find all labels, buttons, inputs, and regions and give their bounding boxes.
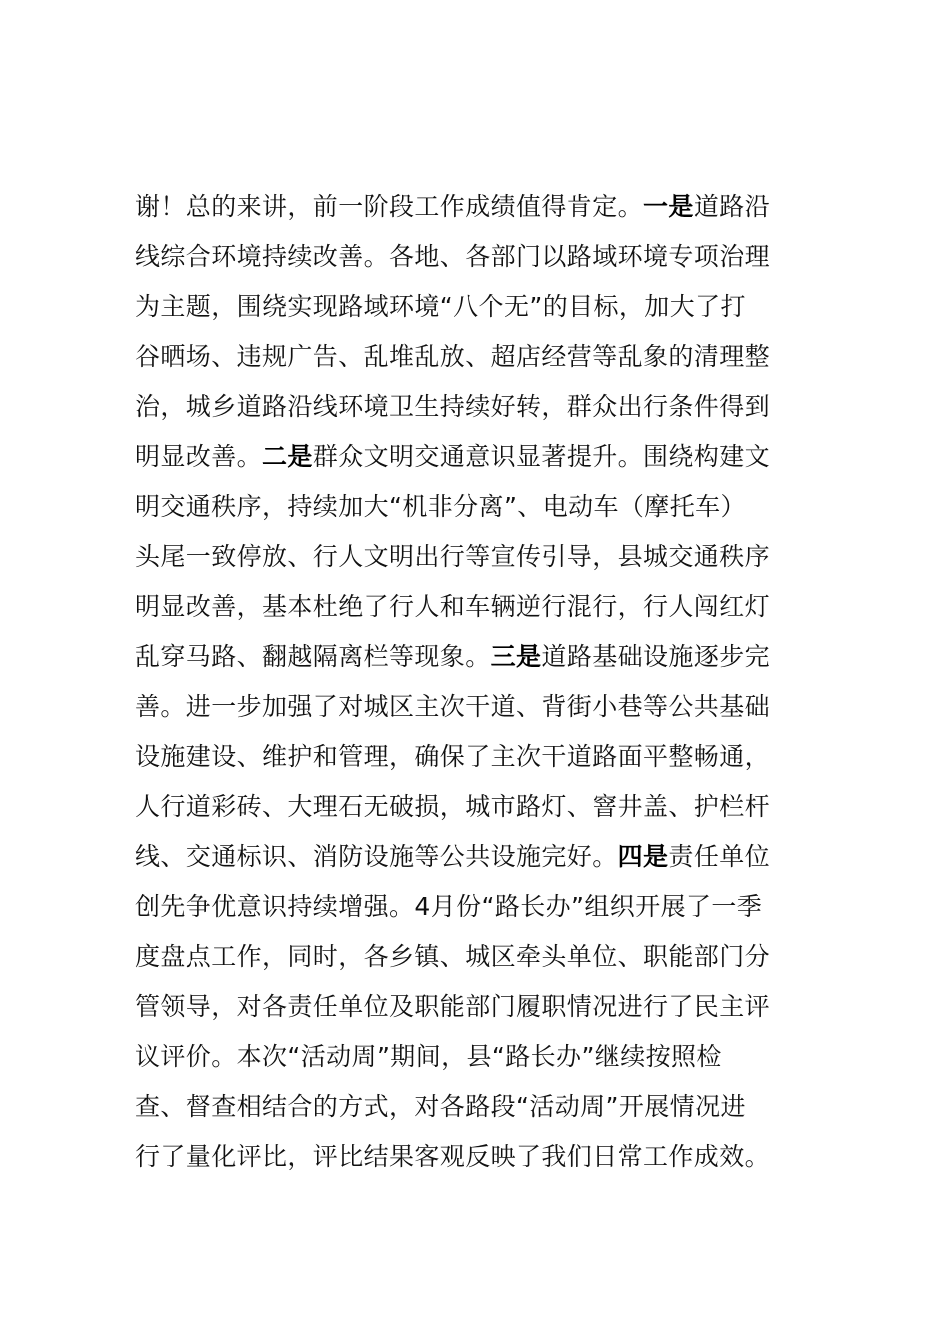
text-segment: 创先争优意识持续增强。4月份“路长办”组织开展了一季 [135, 892, 763, 921]
text-line [135, 982, 855, 1032]
text-segment: 为主题，围绕实现路域环境“八个无”的目标，加大了打 [135, 292, 746, 321]
text-segment: 明显改善，基本杜绝了行人和车辆逆行混行，行人闯红灯 [135, 592, 771, 621]
text-segment: 线、交通标识、消防设施等公共设施完好。 [135, 842, 618, 871]
text-line [135, 1082, 855, 1132]
text-line [135, 832, 855, 882]
text-line [135, 332, 855, 382]
body-paragraph [135, 182, 855, 1182]
text-line [135, 882, 855, 932]
text-line [135, 482, 855, 532]
bold-text-segment: 四是 [617, 842, 669, 871]
text-segment: 管领导，对各责任单位及职能部门履职情况进行了民主评 [135, 992, 771, 1021]
text-line [135, 232, 855, 282]
text-segment: 人行道彩砖、大理石无破损，城市路灯、窨井盖、护栏杆 [135, 792, 771, 821]
text-line [135, 532, 855, 582]
text-segment: 行了量化评比，评比结果客观反映了我们日常工作成效。 [135, 1142, 771, 1171]
text-segment: 善。进一步加强了对城区主次干道、背街小巷等公共基础 [135, 692, 771, 721]
text-line [135, 1032, 855, 1082]
text-line [135, 382, 855, 432]
text-segment: 度盘点工作，同时，各乡镇、城区牵头单位、职能部门分 [135, 942, 771, 971]
text-line [135, 932, 855, 982]
text-line [135, 582, 855, 632]
text-line [135, 182, 855, 232]
text-line [135, 732, 855, 782]
text-line [135, 1132, 855, 1182]
text-segment: 查、督查相结合的方式，对各路段“活动周”开展情况进 [135, 1092, 746, 1121]
text-segment: 线综合环境持续改善。各地、各部门以路域环境专项治理 [135, 242, 771, 271]
bold-text-segment: 三是 [490, 642, 542, 671]
text-segment: 道路基础设施逐步完 [541, 642, 771, 671]
bold-text-segment: 二是 [262, 442, 313, 471]
text-segment: 谢！总的来讲，前一阶段工作成绩值得肯定。 [135, 192, 644, 221]
text-line [135, 432, 855, 482]
text-line [135, 632, 855, 682]
text-segment: 道路沿 [693, 192, 771, 221]
text-segment: 治，城乡道路沿线环境卫生持续好转，群众出行条件得到 [135, 392, 771, 421]
text-segment: 议评价。本次“活动周”期间，县“路长办”继续按照检 [135, 1042, 722, 1071]
text-segment: 群众文明交通意识显著提升。围绕构建文 [312, 442, 771, 471]
text-segment: 明交通秩序，持续加大“机非分离”、电动车（摩托车） [135, 492, 746, 521]
text-segment: 头尾一致停放、行人文明出行等宣传引导，县城交通秩序 [135, 542, 771, 571]
text-line [135, 782, 855, 832]
text-segment: 谷晒场、违规广告、乱堆乱放、超店经营等乱象的清理整 [135, 342, 771, 371]
text-segment: 明显改善。 [135, 442, 263, 471]
bold-text-segment: 一是 [643, 192, 694, 221]
text-segment: 责任单位 [668, 842, 771, 871]
text-line [135, 682, 855, 732]
text-segment: 设施建设、维护和管理，确保了主次干道路面平整畅通， [135, 742, 771, 771]
text-line [135, 282, 855, 332]
text-segment: 乱穿马路、翻越隔离栏等现象。 [135, 642, 491, 671]
